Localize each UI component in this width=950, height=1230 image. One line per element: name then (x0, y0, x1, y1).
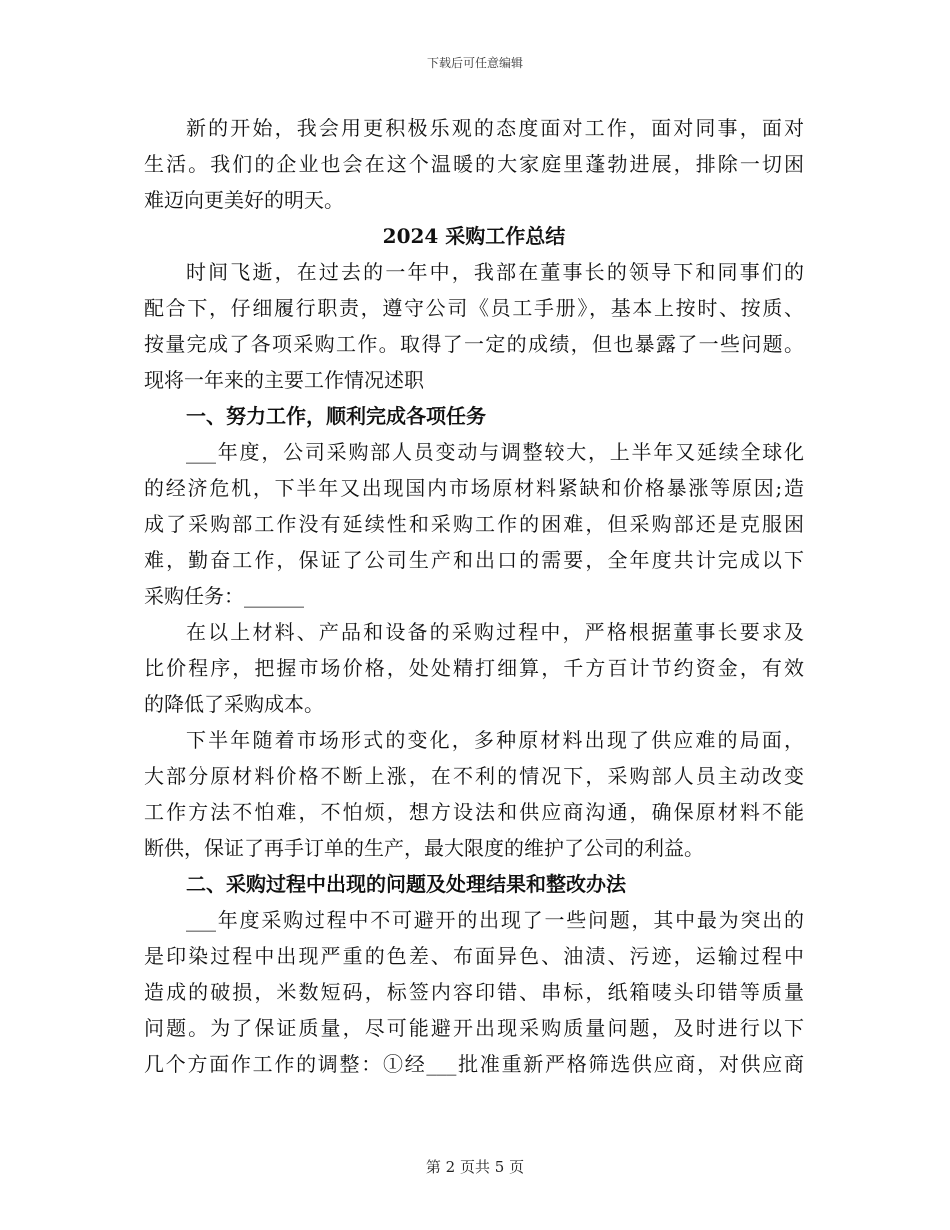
text-line: 现将一年来的主要工作情况述职 (144, 368, 424, 392)
text-line: 一、努力工作，顺利完成各项任务 (186, 404, 486, 428)
paragraph (144, 614, 804, 722)
page-footer: 第 2 页共 5 页 (425, 1158, 525, 1176)
paragraph (144, 902, 804, 1082)
text-line: ___年度采购过程中不可避开的出现了一些问题，其中最为突出的 (186, 908, 804, 932)
paragraph (144, 110, 804, 218)
text-line: 难，勤奋工作，保证了公司生产和出口的需要，全年度共计完成以下 (144, 548, 804, 572)
paragraph (144, 434, 804, 614)
paragraph (144, 254, 804, 398)
text-line: 工作方法不怕难，不怕烦，想方设法和供应商沟通，确保原材料不能 (144, 800, 804, 824)
text-line: 按量完成了各项采购工作。取得了一定的成绩，但也暴露了一些问题。 (144, 332, 804, 356)
text-line: 断供，保证了再手订单的生产，最大限度的维护了公司的利益。 (144, 836, 704, 860)
text-line: 问题。为了保证质量，尽可能避开出现采购质量问题，及时进行以下 (144, 1016, 804, 1040)
text-line: 几个方面作工作的调整：①经___批准重新严格筛选供应商，对供应商 (144, 1052, 804, 1076)
text-line: 的降低了采购成本。 (144, 692, 324, 716)
text-line: 是印染过程中出现严重的色差、布面异色、油渍、污迹，运输过程中 (144, 944, 804, 968)
section-title (144, 218, 804, 254)
text-line: 造成的破损，米数短码，标签内容印错、串标，纸箱唛头印错等质量 (144, 980, 804, 1004)
text-line: 在以上材料、产品和设备的采购过程中，严格根据董事长要求及 (186, 620, 804, 644)
text-line: 大部分原材料价格不断上涨，在不利的情况下，采购部人员主动改变 (144, 764, 804, 788)
document-body (144, 110, 804, 1082)
text-line: 时间飞逝，在过去的一年中，我部在董事长的领导下和同事们的 (186, 260, 804, 284)
text-line: 的经济危机，下半年又出现国内市场原材料紧缺和价格暴涨等原因;造 (144, 476, 804, 500)
text-line: 二、采购过程中出现的问题及处理结果和整改办法 (186, 872, 626, 896)
text-line: 采购任务：______ (144, 584, 304, 608)
text-line: 生活。我们的企业也会在这个温暖的大家庭里蓬勃进展，排除一切困 (144, 152, 804, 176)
text-line: ___年度，公司采购部人员变动与调整较大，上半年又延续全球化 (186, 440, 804, 464)
section-heading (144, 866, 804, 902)
text-line: 难迈向更美好的明天。 (144, 188, 344, 212)
text-line: 下半年随着市场形式的变化，多种原材料出现了供应难的局面， (186, 728, 804, 752)
page-header: 下载后可任意编辑 (426, 56, 523, 70)
section-heading (144, 398, 804, 434)
text-line: 成了采购部工作没有延续性和采购工作的困难，但采购部还是克服困 (144, 512, 804, 536)
text-line: 配合下，仔细履行职责，遵守公司《员工手册》，基本上按时、按质、 (144, 296, 804, 320)
paragraph (144, 722, 804, 866)
text-line: 2024 采购工作总结 (382, 224, 566, 248)
text-line: 比价程序，把握市场价格，处处精打细算，千方百计节约资金，有效 (144, 656, 804, 680)
text-line: 新的开始，我会用更积极乐观的态度面对工作，面对同事，面对 (186, 116, 804, 140)
